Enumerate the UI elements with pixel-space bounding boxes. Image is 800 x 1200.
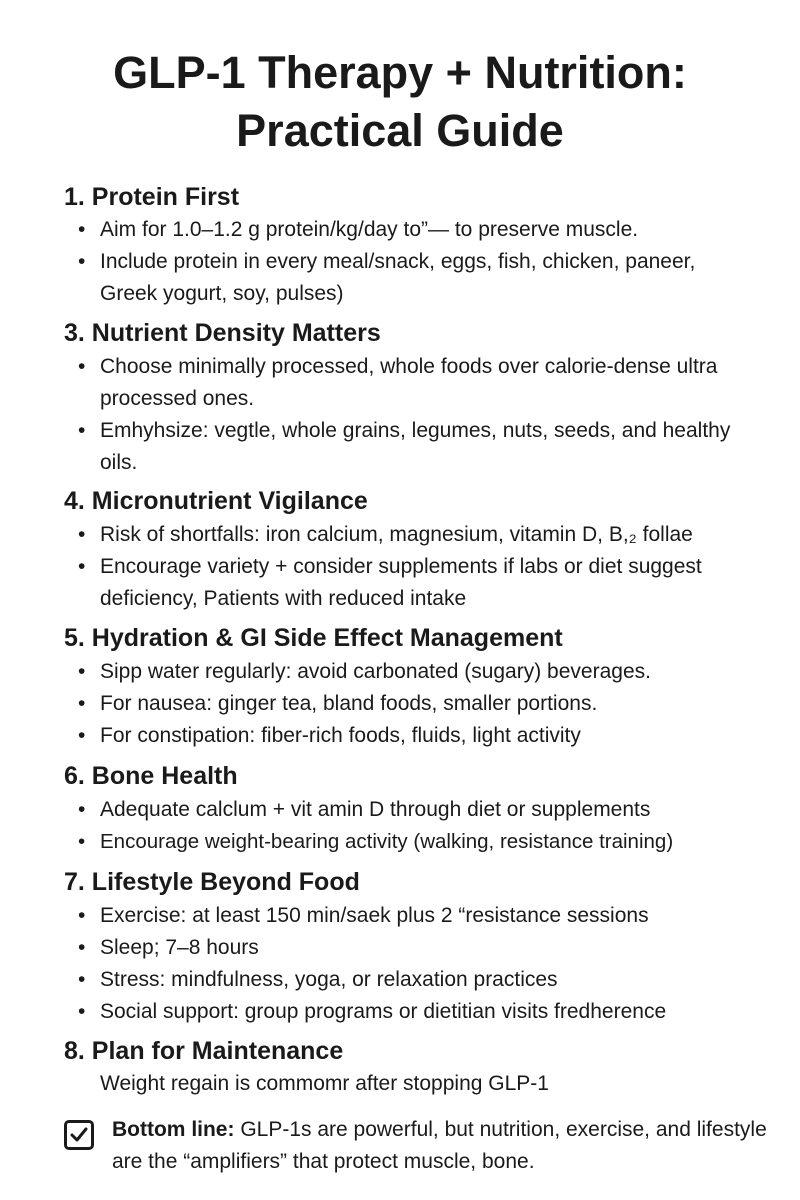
bullet-icon: •	[78, 798, 86, 821]
section-heading-micronutrient: 4. Micronutrient Vigilance	[64, 487, 368, 515]
list-item: • Include protein in every meal/snack, eggs, fish, chicken, paneer, Greek yogurt, soy, pulses)	[72, 246, 700, 310]
list-item: • Sipp water regularly: avoid carbonated (sugary) beverages.	[72, 656, 782, 688]
title-line-1: GLP-1 Therapy + Nutrition:	[113, 47, 687, 98]
list-item: • Aim for 1.0–1.2 g protein/kg/day to”— to preserve muscle.	[72, 214, 782, 246]
checkbox-icon	[64, 1120, 94, 1150]
section-heading-nutrient-density: 3. Nutrient Density Matters	[64, 319, 381, 347]
list-item: • For nausea: ginger tea, bland foods, smaller portions.	[72, 688, 782, 720]
section-heading-maintenance: 8. Plan for Maintenance	[64, 1037, 344, 1065]
bottom-line-text: GLP-1s are powerful, but nutrition, exercise, and lifestyle are the “amplifiers” that protect muscle, bone.	[112, 1118, 767, 1173]
bullet-icon: •	[78, 250, 86, 273]
section-heading-hydration: 5. Hydration & GI Side Effect Management	[64, 624, 563, 652]
bullet-icon: •	[78, 660, 86, 683]
section-list-nutrient-density	[72, 351, 782, 479]
section-heading-bone-health: 6. Bone Health	[64, 762, 238, 790]
title-line-2: Practical Guide	[236, 105, 564, 156]
list-item: • Adequate calclum + vit amin D through diet or supplements	[72, 794, 782, 826]
bullet-icon: •	[78, 419, 86, 442]
bullet-icon: •	[78, 218, 86, 241]
section-list-protein-first	[72, 214, 782, 310]
bullet-icon: •	[78, 523, 86, 546]
bottom-line	[112, 1114, 772, 1178]
bullet-icon: •	[78, 968, 86, 991]
section-list-hydration	[72, 656, 782, 752]
list-item: • Risk of shortfalls: iron calcium, magnesium, vitamin D, B,₂ follae	[72, 519, 782, 551]
section-list-micronutrient	[72, 519, 782, 615]
section-list-lifestyle	[72, 900, 782, 1028]
bullet-icon: •	[78, 936, 86, 959]
section-heading-protein-first: 1. Protein First	[64, 183, 240, 211]
section-list-bone-health	[72, 794, 782, 858]
bullet-icon: •	[78, 830, 86, 853]
page-title	[0, 44, 800, 160]
list-item: • Social support: group programs or dietitian visits fredherence	[72, 996, 782, 1028]
bullet-icon: •	[78, 355, 86, 378]
bullet-icon: •	[78, 555, 86, 578]
list-item: • Sleep; 7–8 hours	[72, 932, 782, 964]
bullet-icon: •	[78, 904, 86, 927]
maintenance-text: Weight regain is commomr after stopping GLP-1	[100, 1072, 549, 1095]
bullet-icon: •	[78, 1000, 86, 1023]
list-item: • Encourage variety + consider supplements if labs or diet suggest deficiency, Patients with reduced intake	[72, 551, 720, 615]
list-item: • Emhyhsize: vegtle, whole grains, legumes, nuts, seeds, and healthy oils.	[72, 415, 750, 479]
list-item: • Stress: mindfulness, yoga, or relaxation practices	[72, 964, 782, 996]
section-heading-lifestyle: 7. Lifestyle Beyond Food	[64, 868, 360, 896]
bullet-icon: •	[78, 724, 86, 747]
list-item: • Encourage weight-bearing activity (walking, resistance training)	[72, 826, 782, 858]
list-item: • Exercise: at least 150 min/saek plus 2 “resistance sessions	[72, 900, 782, 932]
list-item: • Choose minimally processed, whole foods over calorie-dense ultra processed ones.	[72, 351, 750, 415]
list-item: • For constipation: fiber-rich foods, fluids, light activity	[72, 720, 782, 752]
bullet-icon: •	[78, 692, 86, 715]
bottom-line-label: Bottom line:	[112, 1118, 235, 1141]
